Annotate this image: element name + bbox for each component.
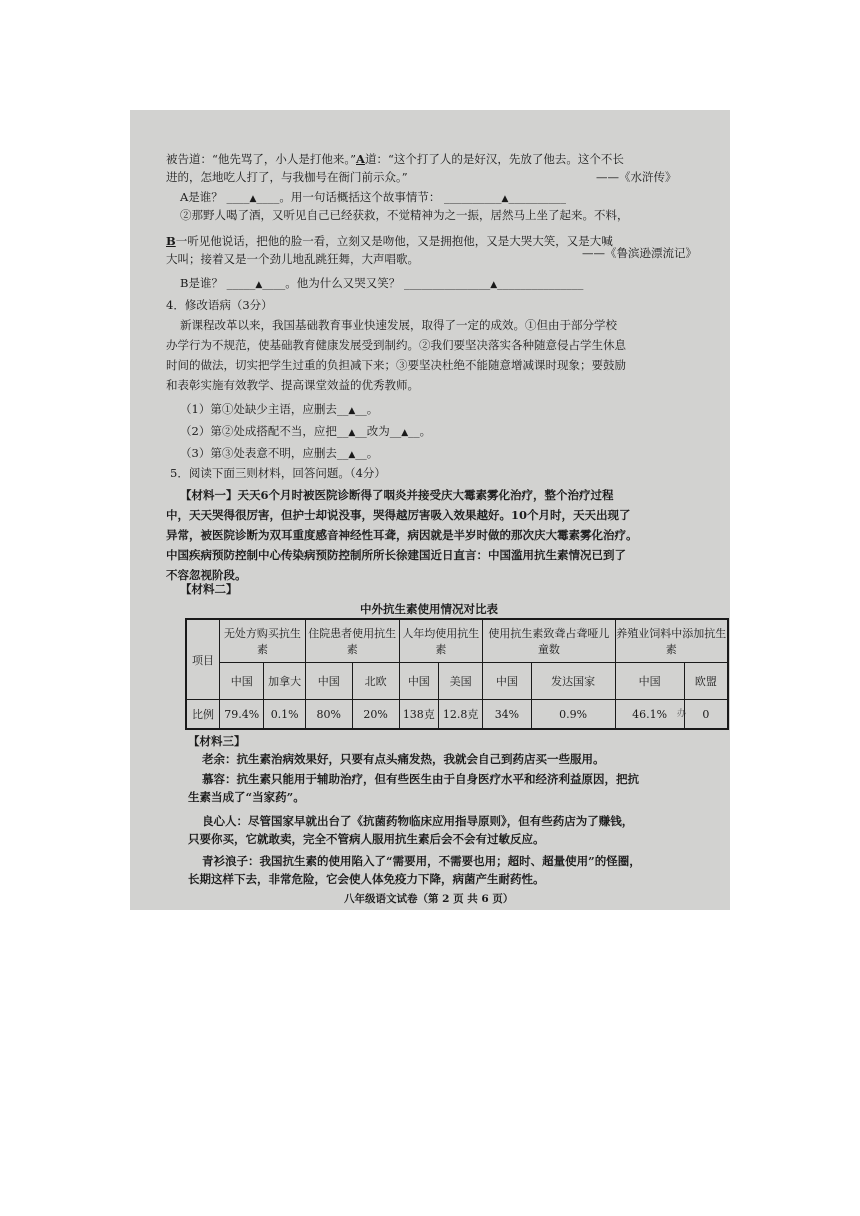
source-citation: ——《鲁滨逊漂流记》 bbox=[582, 246, 697, 260]
material-text: 异常，被医院诊断为双耳重度感音神经性耳聋，病因就是半岁时做的那次庆大霉素雾化治疗。 bbox=[166, 528, 638, 542]
table-country-cell: 美国 bbox=[439, 663, 483, 700]
exam-page bbox=[130, 110, 730, 910]
table-country-cell: 欧盟 bbox=[684, 663, 728, 700]
question-line: A是谁？ ____▲____。用一句话概括这个故事情节： __________▲__________ bbox=[180, 190, 566, 204]
table-value-cell: 80% bbox=[305, 700, 352, 730]
text-line: 进的，怎地吃人打了，与我枷号在衙门前示众。” bbox=[166, 170, 408, 184]
comment-line: 生素当成了“当家药”。 bbox=[188, 790, 305, 804]
table-value-cell: 138克 bbox=[399, 700, 439, 730]
comparison-table bbox=[185, 618, 729, 730]
table-value-cell: 0.1% bbox=[264, 700, 305, 730]
comment-line: 青衫浪子：我国抗生素的使用陷入了“需要用，不需要也用；超时、超量使用”的怪圈， bbox=[202, 854, 641, 868]
table-group-header: 使用抗生素致聋占聋哑儿童数 bbox=[483, 619, 615, 663]
table-group-header: 住院患者使用抗生素 bbox=[305, 619, 399, 663]
comment-line: 长期这样下去，非常危险，它会使人体免疫力下降，病菌产生耐药性。 bbox=[188, 872, 545, 886]
comment-line: 只要你买，它就敢卖，完全不管病人服用抗生素后会不会有过敏反应。 bbox=[188, 832, 545, 846]
table-country-cell: 北欧 bbox=[352, 663, 399, 700]
question-heading: 4．修改语病（3分） bbox=[166, 298, 273, 312]
text-line: 被告道：“他先骂了，小人是打他来。”A道：“这个打了人的是好汉，先放了他去。这个不长 bbox=[166, 152, 624, 166]
table-group-header: 养殖业饲料中添加抗生素 bbox=[615, 619, 728, 663]
text-line: 大叫；接着又是一个劲儿地乱跳狂舞，大声唱歌。 bbox=[166, 252, 419, 266]
table-country-cell: 发达国家 bbox=[531, 663, 615, 700]
comment-line: 老余：抗生素治病效果好，只要有点头痛发热，我就会自己到药店买一些服用。 bbox=[202, 752, 605, 766]
table-header-row bbox=[186, 619, 728, 663]
table-country-cell: 中国 bbox=[220, 663, 264, 700]
text-line: ②那野人喝了酒，又听见自己已经获救，不觉精神为之一振，居然马上坐了起来。不料， bbox=[180, 208, 629, 222]
text-line: 时间的做法，切实把学生过重的负担减下来；③要坚决杜绝不能随意增减课时现象；要鼓励 bbox=[166, 358, 626, 372]
source-citation: ——《水浒传》 bbox=[596, 170, 677, 184]
table-row-label: 比例 bbox=[186, 700, 220, 730]
question-heading: 5．阅读下面三则材料，回答问题。（4分） bbox=[170, 466, 386, 480]
table-country-row bbox=[186, 663, 728, 700]
material-label: 【材料三】 bbox=[188, 734, 246, 748]
table-corner-cell: 项目 bbox=[186, 619, 220, 700]
table-value-cell: 34% bbox=[483, 700, 532, 730]
table-value-cell: 12.8克 bbox=[439, 700, 483, 730]
table-value-cell: 79.4% bbox=[220, 700, 264, 730]
sub-question: （2）第②处成搭配不当，应把__▲__改为__▲__。 bbox=[180, 424, 432, 438]
material-text: 【材料一】天天6个月时被医院诊断得了咽炎并接受庆大霉素雾化治疗，整个治疗过程 bbox=[180, 488, 614, 502]
table-value-cell: 0 bbox=[684, 700, 728, 730]
text-line: B一听见他说话，把他的脸一看，立刻又是吻他，又是拥抱他，又是大哭大笑，又是大喊 bbox=[166, 234, 613, 248]
comment-line: 良心人：尽管国家早就出台了《抗菌药物临床应用指导原则》，但有些药店为了赚钱， bbox=[202, 814, 634, 828]
page-footer: 八年级语文试卷（第 2 页 共 6 页） bbox=[344, 893, 514, 905]
table-country-cell: 中国 bbox=[305, 663, 352, 700]
table-country-cell: 中国 bbox=[615, 663, 684, 700]
sub-question: （3）第③处表意不明，应删去__▲__。 bbox=[180, 446, 379, 460]
margin-mark: 办 bbox=[677, 709, 687, 719]
table-value-row bbox=[186, 700, 728, 730]
table-title: 中外抗生素使用情况对比表 bbox=[360, 602, 498, 616]
sub-question: （1）第①处缺少主语，应删去__▲__。 bbox=[180, 402, 379, 416]
table-value-cell: 20% bbox=[352, 700, 399, 730]
material-text: 不容忽视阶段。 bbox=[166, 568, 247, 582]
table-value-cell: 46.1% bbox=[615, 700, 684, 730]
material-label: 【材料二】 bbox=[180, 582, 238, 596]
text-line: 和表彰实施有效教学、提高课堂效益的优秀教师。 bbox=[166, 378, 419, 392]
table-group-header: 无处方购买抗生素 bbox=[220, 619, 306, 663]
table-country-cell: 加拿大 bbox=[264, 663, 305, 700]
comment-line: 慕容：抗生素只能用于辅助治疗，但有些医生由于自身医疗水平和经济利益原因，把抗 bbox=[202, 772, 639, 786]
table-value-cell: 0.9% bbox=[531, 700, 615, 730]
text-line: 办学行为不规范，使基础教育健康发展受到制约。②我们要坚决落实各种随意侵占学生休息 bbox=[166, 338, 626, 352]
question-line: B是谁？ _____▲____。他为什么又哭又笑？ _______________▲_______________ bbox=[180, 276, 584, 290]
material-text: 中，天天哭得很厉害，但护士却说没事，哭得越厉害吸入效果越好。10个月时，天天出现了 bbox=[166, 508, 631, 522]
table-country-cell: 中国 bbox=[399, 663, 439, 700]
table-group-header: 人年均使用抗生素 bbox=[399, 619, 483, 663]
text-line: 新课程改革以来，我国基础教育事业快速发展，取得了一定的成效。①但由于部分学校 bbox=[180, 318, 617, 332]
material-text: 中国疾病预防控制中心传染病预防控制所所长徐建国近日直言：中国滥用抗生素情况已到了 bbox=[166, 548, 626, 562]
table-country-cell: 中国 bbox=[483, 663, 532, 700]
